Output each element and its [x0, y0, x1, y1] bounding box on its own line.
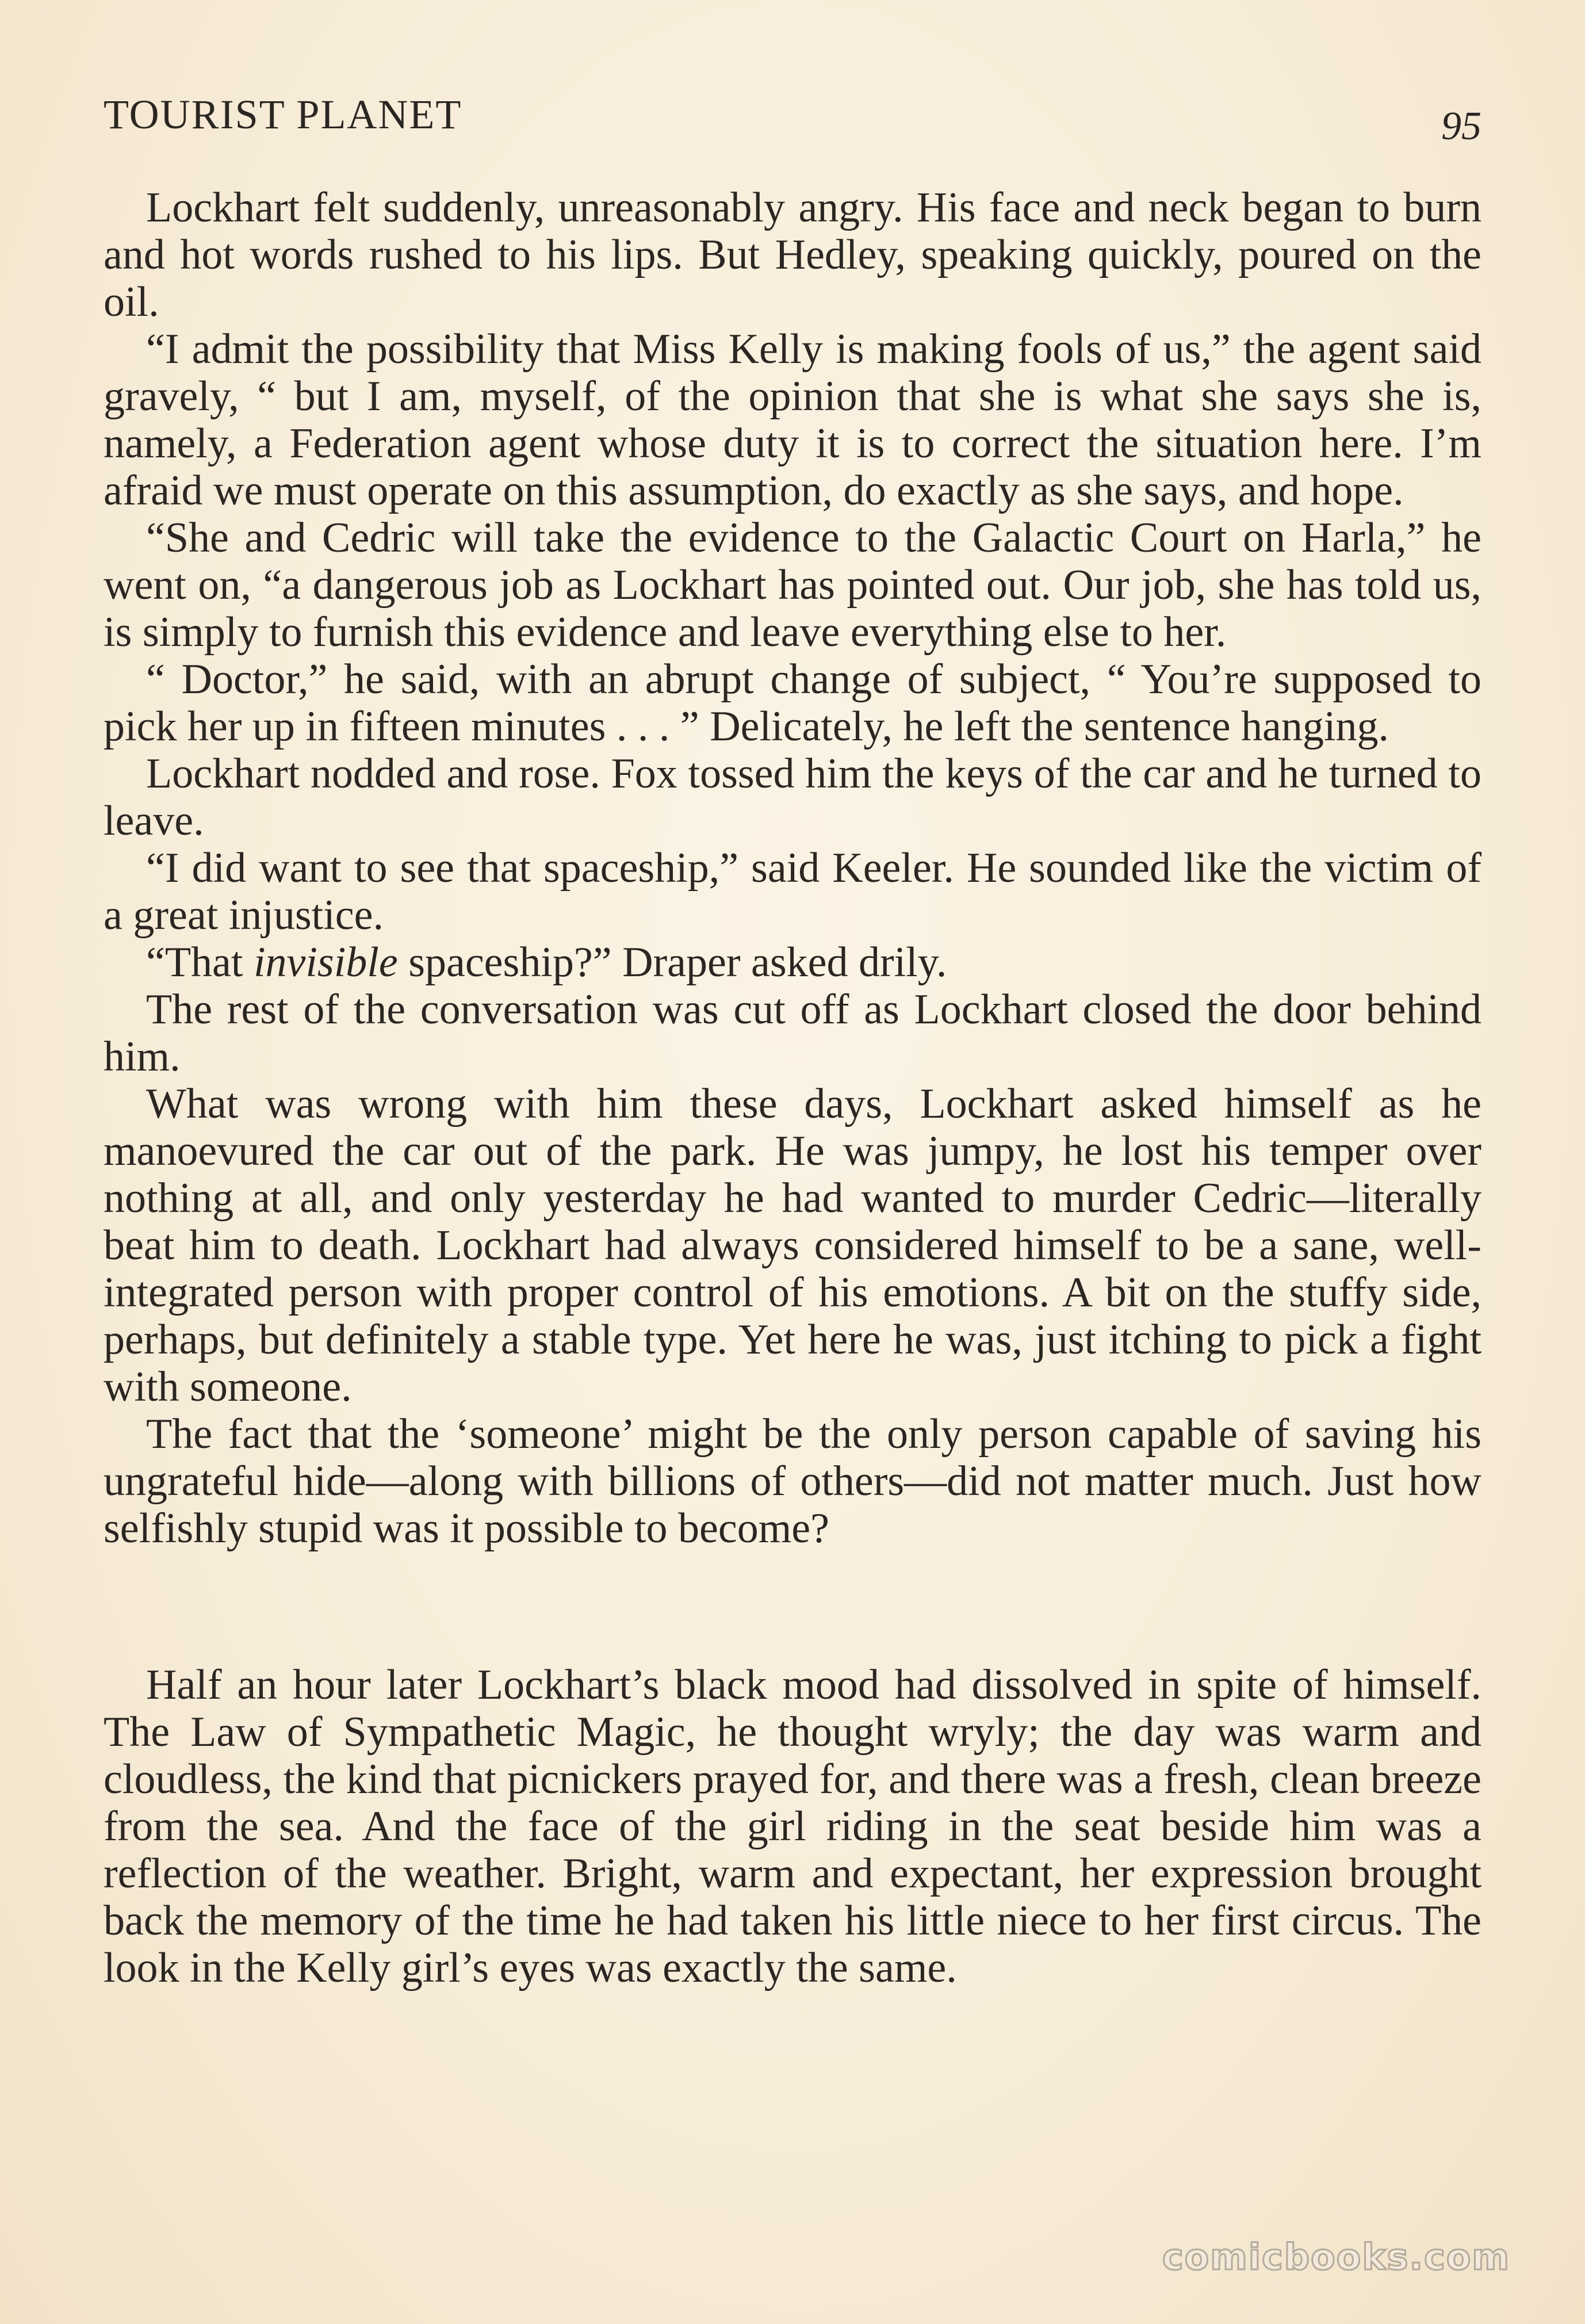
paragraph-text: spaceship?” Draper asked drily.: [397, 939, 947, 986]
section-break: [104, 1552, 1481, 1661]
paragraph: What was wrong with him these days, Lockhart asked himself as he manoevured the car out of the park. He was jumpy, he lost his temper over nothing at all, and only yesterday he had wanted to murder Cedric—literally beat him to death. Lockhart had always considered himself to be a sane, well-integrated person with proper control of his emotions. A bit on the stuffy side, perhaps, but definitely a stable type. Yet here he was, just itching to pick a fight with someone.: [104, 1080, 1481, 1411]
page-number: 95: [1441, 104, 1481, 148]
paragraph: “ Doctor,” he said, with an abrupt change of subject, “ You’re supposed to pick her up in fifteen minutes . . . ” Delicately, he left the sentence hanging.: [104, 656, 1481, 750]
italic-word: invisible: [253, 939, 398, 986]
running-head: [104, 86, 1481, 150]
paragraph-text: “That: [146, 939, 254, 986]
book-page: [104, 86, 1481, 2272]
paragraph: “I admit the possibility that Miss Kelly is making fools of us,” the agent said gravely, “ but I am, myself, of the opinion that she is what she says she is, namely, a Federation agent whose duty it is to correct the situation here. I’m afraid we must operate on this assumption, do exactly as she says, and hope.: [104, 326, 1481, 514]
body-text: [104, 184, 1481, 1992]
paragraph: Lockhart nodded and rose. Fox tossed him the keys of the car and he turned to leave.: [104, 750, 1481, 844]
paragraph: The rest of the conversation was cut off as Lockhart closed the door behind him.: [104, 986, 1481, 1080]
watermark: comicbooks.com: [1162, 2236, 1510, 2278]
paragraph: “She and Cedric will take the evidence to the Galactic Court on Harla,” he went on, “a dangerous job as Lockhart has pointed out. Our job, she has told us, is simply to furnish this evidence and leave everything else to her.: [104, 514, 1481, 656]
paragraph: [104, 939, 1481, 986]
paragraph: The fact that the ‘someone’ might be the only person capable of saving his ungrateful hide—along with billions of others—did not matter much. Just how selfishly stupid was it possible to become?: [104, 1411, 1481, 1552]
paragraph: “I did want to see that spaceship,” said Keeler. He sounded like the victim of a great injustice.: [104, 844, 1481, 939]
paragraph: Half an hour later Lockhart’s black mood had dissolved in spite of himself. The Law of Sympathetic Magic, he thought wryly; the day was warm and cloudless, the kind that picnickers prayed for, and there was a fresh, clean breeze from the sea. And the face of the girl riding in the seat beside him was a reflection of the weather. Bright, warm and expectant, her expression brought back the memory of the time he had taken his little niece to her first circus. The look in the Kelly girl’s eyes was exactly the same.: [104, 1661, 1481, 1992]
paragraph: Lockhart felt suddenly, unreasonably angry. His face and neck began to burn and hot words rushed to his lips. But Hedley, speaking quickly, poured on the oil.: [104, 184, 1481, 326]
running-title: TOURIST PLANET: [104, 91, 462, 137]
